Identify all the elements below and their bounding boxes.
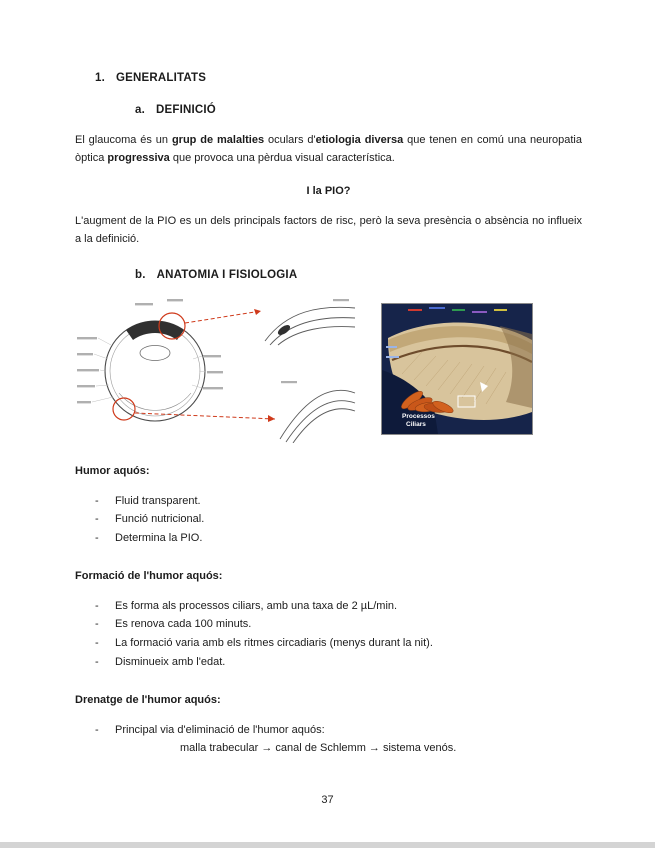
inset-angle-detail (265, 299, 355, 345)
drenatge-list (75, 721, 582, 758)
text-segment-bold: grup de malalties (171, 134, 265, 146)
heading-number: a. (135, 104, 145, 116)
heading-label: DEFINICIÓ (156, 104, 216, 116)
heading-number: b. (135, 268, 146, 281)
drainage-flow-line: malla trabecular → canal de Schlemm → sistema venós. (180, 742, 457, 755)
text-segment: El glaucoma és un (75, 134, 172, 146)
heading-number: 1. (95, 72, 105, 84)
ciliary-body-figure (381, 303, 533, 435)
list-item (75, 634, 582, 653)
list-dash: - (95, 494, 99, 507)
heading-anatomia (135, 269, 582, 281)
inset-cornea-detail (280, 381, 355, 443)
definition-paragraph (75, 132, 582, 168)
figures-row (75, 297, 582, 443)
drenatge-title: Drenatge de l'humor aquós: (75, 693, 221, 706)
pio-paragraph: L'augment de la PIO es un dels principals factors de risc, però la seva presència o absència no influeix a la definició. (75, 214, 582, 245)
heading-definicio (135, 104, 582, 116)
list-item-text: Disminueix amb l'edat. (115, 655, 226, 668)
page-number: 37 (321, 794, 334, 806)
page-bottom-edge (0, 842, 655, 848)
formacio-title: Formació de l'humor aquós: (75, 569, 223, 582)
list-item-text: Es forma als processos ciliars, amb una taxa de 2 µL/min. (115, 599, 398, 612)
page-content (75, 72, 582, 758)
text-segment: que tenen en comú una neuropatia òptica (75, 134, 582, 164)
ciliary-figure-wrap (381, 303, 533, 435)
list-dash: - (95, 618, 99, 631)
list-dash: - (95, 637, 99, 650)
list-item (75, 653, 582, 672)
text-segment: que provoca una pèrdua visual característica. (169, 151, 395, 164)
heading-label: ANATOMIA I FISIOLOGIA (156, 268, 298, 281)
list-dash: - (95, 532, 99, 545)
list-item (75, 721, 582, 740)
list-item (75, 597, 582, 616)
list-item-text: Funció nutricional. (115, 513, 205, 526)
list-item-text: Es renova cada 100 minuts. (115, 618, 252, 631)
list-dash: - (95, 513, 99, 526)
formacio-list (75, 597, 582, 672)
list-item-text: Fluid transparent. (115, 494, 201, 507)
pio-question-heading: I la PIO? (306, 184, 351, 197)
list-dash: - (95, 723, 99, 736)
list-item-text: La formació varia amb els ritmes circadiaris (menys durant la nit). (115, 637, 433, 650)
list-item (75, 529, 582, 548)
list-item (75, 492, 582, 511)
list-item (75, 510, 582, 529)
heading-label: GENERALITATS (116, 72, 207, 84)
eye-anatomy-figure (75, 297, 357, 443)
text-segment-bold: progressiva (107, 151, 170, 164)
list-dash: - (95, 655, 99, 668)
text-segment-bold: etiologia diversa (315, 134, 404, 146)
humor-aquos-list (75, 492, 582, 548)
heading-generalitats (95, 72, 582, 84)
list-item-text: Determina la PIO. (115, 532, 203, 545)
figure-caption-line2: Ciliars (406, 420, 426, 428)
figure-leader-lines (92, 338, 206, 402)
text-segment: oculars d' (264, 134, 316, 146)
list-item (75, 615, 582, 634)
eye-diagram (105, 320, 205, 420)
list-dash: - (95, 599, 99, 612)
figure-caption-line1: Processos (402, 412, 435, 420)
list-item-text: Principal via d'eliminació de l'humor aquós: (115, 723, 325, 736)
humor-aquos-title: Humor aquós: (75, 464, 150, 477)
